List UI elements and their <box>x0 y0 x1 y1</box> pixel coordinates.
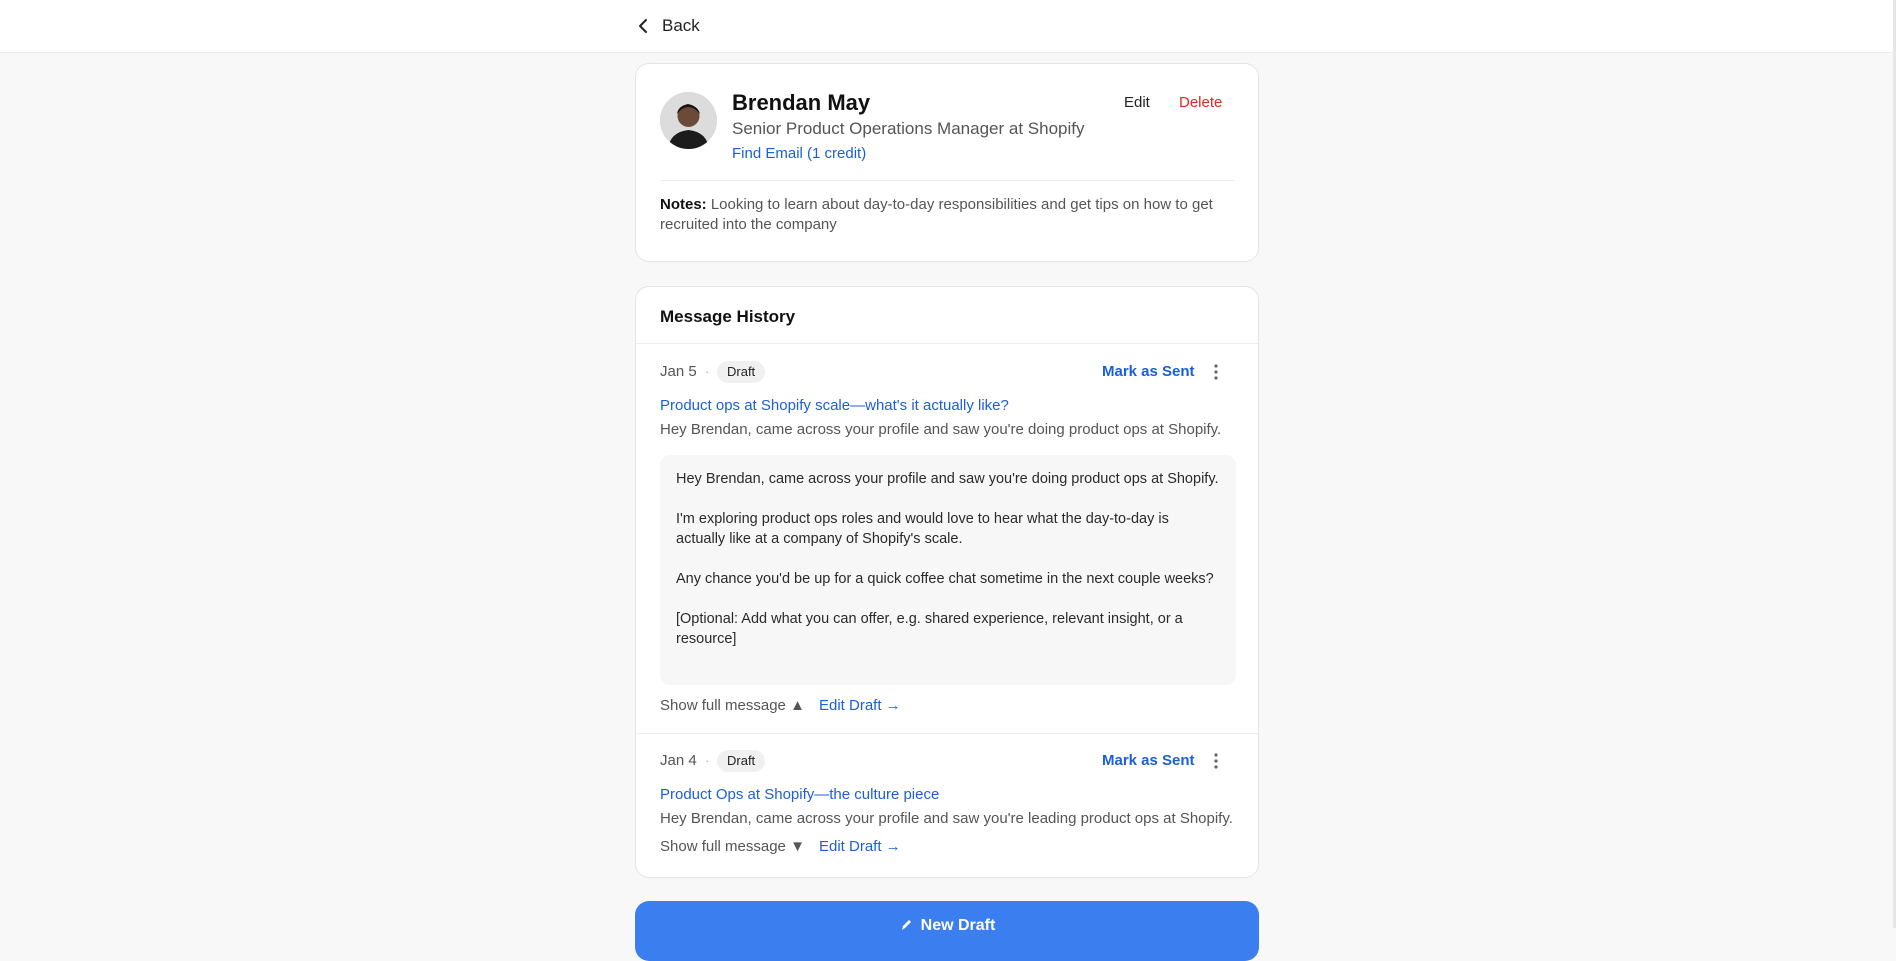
message-subject[interactable]: Product Ops at Shopify—the culture piece <box>660 786 940 803</box>
find-email-link[interactable]: Find Email (1 credit) <box>732 145 867 162</box>
message-date: Jan 5 <box>660 363 697 380</box>
top-bar <box>0 0 1896 53</box>
contact-title: Senior Product Operations Manager at Shopify <box>732 119 1085 138</box>
chevron-left-icon <box>638 16 650 36</box>
message-preview: Hey Brendan, came across your profile and saw you're doing product ops at Shopify. <box>660 421 1222 438</box>
edit-draft-link[interactable]: Edit Draft → <box>819 697 901 714</box>
message-divider <box>636 733 1258 734</box>
message-paragraph: Any chance you'd be up for a quick coffee chat sometime in the next couple weeks? <box>676 571 1214 587</box>
back-button[interactable] <box>638 14 700 38</box>
mark-as-sent-button[interactable]: Mark as Sent <box>1102 752 1195 769</box>
message-paragraph: [Optional: Add what you can offer, e.g. shared experience, relevant insight, or a resource] <box>676 611 1183 647</box>
edit-draft-link[interactable]: Edit Draft → <box>819 838 901 855</box>
contact-notes <box>660 195 1220 235</box>
separator-dot: · <box>705 364 710 379</box>
separator-dot: · <box>705 753 710 768</box>
delete-contact-button[interactable]: Delete <box>1179 94 1223 111</box>
edit-contact-button[interactable]: Edit <box>1124 94 1150 111</box>
notes-label: Notes: <box>660 196 707 213</box>
profile-divider <box>660 180 1234 181</box>
message-preview: Hey Brendan, came across your profile and saw you're leading product ops at Shopify. <box>660 810 1233 827</box>
show-full-message-toggle[interactable]: Show full message ▲ <box>660 697 805 714</box>
message-history-card <box>635 286 1259 878</box>
avatar <box>660 92 717 149</box>
message-body <box>660 455 1236 685</box>
status-badge: Draft <box>717 361 765 383</box>
history-header-divider <box>636 343 1258 344</box>
message-paragraph: I'm exploring product ops roles and would love to hear what the day-to-day is actually like at a company of Shopify's scale. <box>676 511 1169 547</box>
mark-as-sent-button[interactable]: Mark as Sent <box>1102 363 1195 380</box>
notes-text: Looking to learn about day-to-day responsibilities and get tips on how to get recruited into the company <box>660 196 1213 233</box>
contact-name: Brendan May <box>732 90 871 115</box>
profile-card <box>635 63 1259 262</box>
more-options-icon[interactable] <box>1208 363 1224 381</box>
back-label: Back <box>662 16 700 35</box>
more-options-icon[interactable] <box>1208 752 1224 770</box>
status-badge: Draft <box>717 750 765 772</box>
message-paragraph: Hey Brendan, came across your profile and saw you're doing product ops at Shopify. <box>676 471 1219 487</box>
new-draft-button[interactable] <box>635 901 1259 961</box>
new-draft-label: New Draft <box>920 917 996 934</box>
show-full-message-toggle[interactable]: Show full message ▼ <box>660 838 805 855</box>
message-history-title: Message History <box>660 307 796 326</box>
message-date: Jan 4 <box>660 752 697 769</box>
message-subject[interactable]: Product ops at Shopify scale—what's it actually like? <box>660 397 1009 414</box>
